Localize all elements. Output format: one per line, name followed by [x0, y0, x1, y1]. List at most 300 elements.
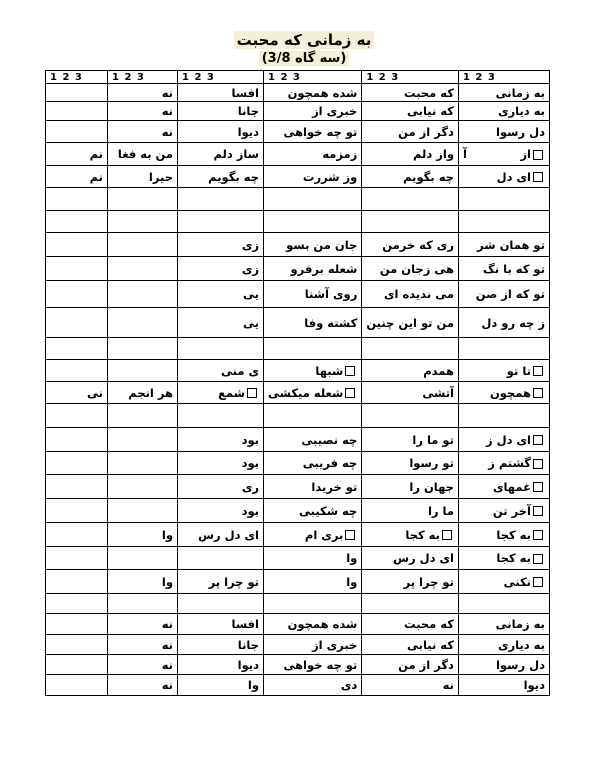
lyric-cell — [362, 188, 459, 211]
lyric-row — [46, 655, 550, 675]
checkbox-mark-icon — [345, 366, 355, 376]
lyric-row — [46, 614, 550, 635]
lyric-cell — [108, 308, 178, 338]
lyric-cell-content — [463, 456, 545, 470]
lyric-text: تو رسوا — [409, 456, 454, 470]
lyric-cell — [178, 308, 264, 338]
lyric-text-group — [488, 456, 545, 470]
lyric-cell-content — [182, 678, 259, 692]
lyric-cell — [458, 523, 549, 547]
lyric-cell-content — [112, 104, 173, 118]
lyric-cell — [46, 523, 108, 547]
lyric-row — [46, 143, 550, 166]
lyric-text-group — [288, 86, 358, 100]
lyric-text-group — [486, 433, 545, 447]
lyric-text-group — [496, 658, 545, 672]
lyric-text-group — [412, 433, 454, 447]
lyric-cell-content — [366, 638, 454, 652]
lyric-cell-content — [268, 528, 357, 542]
lyric-cell — [46, 84, 108, 102]
lyric-cell — [46, 655, 108, 675]
lyric-text-group — [341, 678, 357, 692]
lyric-cell — [46, 233, 108, 257]
lyric-cell — [178, 614, 264, 635]
lyric-text: که نیابی — [407, 637, 454, 652]
lyric-cell — [108, 211, 178, 233]
lyric-cell — [362, 594, 459, 614]
lyric-cell-content — [366, 262, 454, 276]
lyric-text: دیوا — [237, 657, 259, 672]
lyric-cell-content — [366, 364, 454, 378]
lyric-text-group — [404, 617, 454, 631]
lyric-text: نه — [161, 85, 173, 100]
lyric-cell — [46, 452, 108, 475]
lyric-cell-content — [366, 147, 454, 161]
lyric-cell — [458, 655, 549, 675]
lyric-text-group — [409, 456, 454, 470]
lyric-row — [46, 570, 550, 594]
checkbox-mark-icon — [533, 366, 543, 376]
lyric-text-group — [346, 575, 357, 589]
lyric-cell-content — [268, 262, 357, 276]
lyric-text: چه نصیبی — [301, 432, 358, 447]
lyric-cell — [178, 655, 264, 675]
lyric-cell — [108, 499, 178, 523]
lyric-cell — [458, 143, 549, 166]
lyric-text: آخر تن — [492, 503, 531, 518]
lyric-cell — [46, 188, 108, 211]
lyric-cell — [108, 121, 178, 143]
lyric-cell — [46, 547, 108, 570]
column-header-cell: 1 2 3 — [46, 71, 108, 84]
lyric-cell-content — [366, 170, 454, 184]
lyric-text-group — [162, 125, 173, 139]
lyric-cell-content — [366, 456, 454, 470]
lyric-cell-content — [182, 638, 259, 652]
lyric-cell — [178, 635, 264, 655]
lyric-cell-content — [463, 386, 545, 400]
lyric-text-group — [232, 617, 260, 631]
lyric-text-group — [498, 104, 545, 118]
lyric-text-group — [496, 551, 545, 565]
lyric-cell — [362, 428, 459, 452]
lyric-cell-content — [463, 287, 545, 301]
lyric-text-group — [312, 638, 357, 652]
lyric-text-group — [497, 170, 545, 184]
lyric-text-group — [303, 170, 357, 184]
lyric-text: یی — [243, 287, 259, 301]
lyric-text-group — [243, 316, 259, 330]
lyric-text-group — [493, 504, 545, 518]
lyric-text: گشتم ز — [488, 456, 531, 470]
lyric-text: چه شکیبی — [299, 503, 358, 518]
lyric-text: وز شررت — [302, 169, 358, 184]
lyric-cell — [46, 499, 108, 523]
lyric-text-group — [162, 658, 173, 672]
checkbox-mark-icon — [533, 435, 543, 445]
lyric-cell-content — [50, 147, 103, 161]
lyric-text-group — [496, 617, 545, 631]
lyric-cell — [458, 547, 549, 570]
lyric-cell — [458, 499, 549, 523]
lyric-cell — [458, 382, 549, 404]
lyric-cell — [264, 257, 362, 281]
lyric-cell-content — [463, 678, 545, 692]
lyric-cell — [264, 102, 362, 121]
lyric-cell — [264, 166, 362, 188]
lyric-cell — [178, 338, 264, 360]
lyric-cell — [46, 281, 108, 308]
lyric-cell — [108, 655, 178, 675]
lyric-cell — [362, 360, 459, 382]
lyric-cell-content — [182, 480, 259, 494]
lyric-row — [46, 102, 550, 121]
lyric-cell — [458, 594, 549, 614]
lyric-text: تو خریدا — [311, 479, 358, 494]
lyric-cell — [178, 211, 264, 233]
lyric-text: زمزمه — [322, 147, 358, 161]
lyric-text-group — [498, 638, 545, 652]
lyric-cell-content — [182, 575, 259, 589]
lyric-cell-content — [268, 678, 357, 692]
lyric-cell — [178, 675, 264, 696]
lyric-cell — [108, 382, 178, 404]
lyric-cell — [178, 143, 264, 166]
lyric-text-group — [242, 262, 259, 276]
lyric-cell-content — [112, 575, 173, 589]
lyric-text-group — [238, 638, 259, 652]
lyric-cell-content — [182, 316, 259, 330]
lyric-text-group — [162, 104, 173, 118]
lyric-text: ای دل ز — [485, 432, 531, 447]
lyric-text-group — [242, 480, 259, 494]
lyric-cell-content — [112, 678, 173, 692]
lyric-text: وا — [346, 574, 358, 589]
lyric-text: آتشی — [422, 385, 454, 400]
lyric-text-group — [242, 456, 259, 470]
lyric-text: ی منی — [221, 363, 259, 378]
column-header-row — [46, 71, 550, 84]
lyric-cell-content — [182, 238, 259, 252]
lyric-cell-content — [268, 147, 357, 161]
lyric-text: نه — [161, 104, 173, 118]
lyric-cell — [362, 547, 459, 570]
lyric-cell-content — [463, 238, 545, 252]
lyric-text: شعله برفرو — [290, 261, 358, 276]
lyric-text: نه — [161, 617, 173, 631]
lyric-cell — [108, 360, 178, 382]
lyric-cell — [178, 257, 264, 281]
lyric-text: نم — [89, 147, 103, 161]
lyric-text-group — [90, 170, 103, 184]
lyric-cell-content — [366, 551, 454, 565]
song-title — [0, 31, 608, 49]
lyric-cell-content — [268, 480, 357, 494]
lyric-text-group — [405, 528, 454, 542]
lyric-cell — [264, 475, 362, 499]
lyric-text: ری که خرمن — [382, 237, 454, 252]
lyric-cell — [108, 166, 178, 188]
song-subtitle-text: (سه گاه 3/8) — [259, 51, 350, 66]
lyric-cell — [108, 570, 178, 594]
song-subtitle — [0, 51, 608, 67]
lyric-cell — [46, 102, 108, 121]
lyric-cell — [264, 614, 362, 635]
lyric-cell — [264, 211, 362, 233]
lyric-cell — [264, 428, 362, 452]
column-header-cell: 1 2 3 — [264, 71, 362, 84]
checkbox-mark-icon — [345, 530, 355, 540]
lyric-text: من تو این چنین — [366, 315, 454, 330]
lyric-cell — [362, 308, 459, 338]
lyric-text: زی — [241, 237, 259, 252]
lyric-cell — [46, 121, 108, 143]
lyric-text-group — [305, 528, 357, 542]
lyric-text: دل رسوا — [496, 124, 545, 139]
lyric-text-group — [238, 104, 259, 118]
lyric-text: می ندیده ای — [384, 287, 454, 301]
lyric-cell-content — [268, 456, 357, 470]
lyric-text-group — [476, 287, 545, 301]
lyric-cell — [362, 338, 459, 360]
lyric-cell — [264, 594, 362, 614]
lyric-cell-content — [463, 104, 545, 118]
lyric-row — [46, 675, 550, 696]
lyric-cell-content — [50, 386, 103, 400]
lyric-cell-content — [182, 287, 259, 301]
lyric-cell — [178, 570, 264, 594]
lyric-cell — [46, 635, 108, 655]
lyric-text: تو چرا پر — [403, 574, 454, 589]
lyric-cell-content — [268, 575, 357, 589]
lyric-text-group — [443, 678, 454, 692]
lyric-text: تو که با نگ — [483, 261, 545, 276]
lyric-cell — [362, 102, 459, 121]
lyric-cell-content — [463, 617, 545, 631]
lyric-text-group — [162, 86, 173, 100]
lyric-cell-content — [366, 617, 454, 631]
lyric-cell — [362, 121, 459, 143]
song-title-text: به زمانی که محبت — [234, 31, 375, 49]
lyric-cell-content — [268, 125, 357, 139]
lyric-cell-content — [366, 287, 454, 301]
lyric-cell — [362, 499, 459, 523]
lyric-cell — [458, 360, 549, 382]
column-header-cell: 1 2 3 — [362, 71, 459, 84]
lyric-cell — [264, 635, 362, 655]
lyric-cell — [108, 102, 178, 121]
lyric-text-group — [198, 528, 259, 542]
lyric-text: شمع — [218, 385, 245, 400]
lyric-text-group — [242, 238, 259, 252]
lyric-cell — [264, 308, 362, 338]
lyric-cell — [178, 233, 264, 257]
lyric-cell — [362, 143, 459, 166]
lyric-cell — [458, 338, 549, 360]
lyric-cell — [108, 84, 178, 102]
lyric-cell — [458, 281, 549, 308]
lyric-text-group — [221, 364, 259, 378]
lyric-cell — [108, 233, 178, 257]
lyric-cell-content — [366, 86, 454, 100]
lyric-cell — [178, 102, 264, 121]
checkbox-mark-icon — [533, 482, 543, 492]
lyric-cell-content — [268, 504, 357, 518]
lyric-cell — [178, 166, 264, 188]
lyric-text-group — [404, 86, 454, 100]
lyric-cell — [46, 360, 108, 382]
lyric-cell-content — [463, 658, 545, 672]
lyric-row — [46, 382, 550, 404]
lyric-text-group — [218, 386, 259, 400]
lyric-text-group — [384, 287, 454, 301]
lyric-row — [46, 211, 550, 233]
lyric-cell — [46, 614, 108, 635]
lyric-text-group — [382, 238, 454, 252]
lyric-cell — [108, 475, 178, 499]
lyric-row — [46, 281, 550, 308]
lyric-cell — [264, 338, 362, 360]
lyric-cell — [362, 84, 459, 102]
lyric-cell — [264, 452, 362, 475]
lyric-text-group — [162, 575, 173, 589]
lyric-text: دی — [340, 678, 358, 692]
lyric-text: تو که از صن — [475, 287, 545, 301]
lyric-cell-content — [112, 638, 173, 652]
lyric-text-group — [423, 364, 454, 378]
lyric-text-group — [507, 364, 545, 378]
lyric-text: هی زجان من — [379, 261, 454, 276]
lyric-text-group — [283, 658, 357, 672]
lyric-cell-content — [268, 364, 357, 378]
lyric-cell-content — [182, 147, 259, 161]
lyric-text-group — [87, 386, 103, 400]
lyric-cell — [108, 675, 178, 696]
lyric-row — [46, 635, 550, 655]
lyric-cell-content — [112, 386, 173, 400]
lyric-cell — [264, 499, 362, 523]
lyric-text-group — [403, 170, 454, 184]
lyric-text-group — [162, 617, 173, 631]
lyric-text: جانا — [237, 637, 259, 652]
checkbox-mark-icon — [533, 530, 543, 540]
lyric-text: ای دل رس — [198, 527, 259, 542]
lyric-cell — [264, 570, 362, 594]
lyric-row — [46, 257, 550, 281]
lyric-cell — [458, 675, 549, 696]
lyric-cell — [178, 428, 264, 452]
lyric-cell-content — [268, 170, 357, 184]
checkbox-mark-icon — [533, 577, 543, 587]
lyric-cell — [178, 475, 264, 499]
lyric-text-group — [490, 386, 545, 400]
lyric-cell — [108, 257, 178, 281]
lyric-cell — [362, 281, 459, 308]
lyric-cell-content — [268, 433, 357, 447]
lyric-cell — [46, 594, 108, 614]
lyric-row — [46, 404, 550, 428]
lyric-text: ما را — [427, 503, 454, 518]
lyric-text: به دیاری — [497, 637, 545, 652]
lyric-cell-content — [112, 147, 173, 161]
lyric-text-group — [393, 551, 454, 565]
lyric-cell-content — [366, 658, 454, 672]
lyric-text-group — [304, 316, 357, 330]
lyric-cell — [178, 404, 264, 428]
lyric-cell — [362, 257, 459, 281]
lyric-text-group — [496, 528, 545, 542]
lyric-cell — [362, 404, 459, 428]
lyric-text: تو همان شر — [477, 237, 545, 252]
lyric-cell — [178, 281, 264, 308]
lyric-text: شده همچون — [287, 617, 358, 631]
lyric-text-group — [162, 678, 173, 692]
document-header — [0, 0, 608, 72]
lyric-cell — [108, 143, 178, 166]
lyric-text-group — [149, 170, 173, 184]
column-header-cell: 1 2 3 — [108, 71, 178, 84]
lyric-row — [46, 452, 550, 475]
lyric-text-group — [315, 364, 357, 378]
lyric-text-group — [312, 104, 357, 118]
lyric-cell — [362, 570, 459, 594]
lyric-cell — [362, 523, 459, 547]
lyric-row — [46, 475, 550, 499]
lyric-text: از — [520, 147, 531, 161]
lyric-row — [46, 188, 550, 211]
lyric-text-group — [288, 617, 358, 631]
lyric-text: چه فریبی — [302, 456, 358, 470]
lyric-cell-content — [112, 658, 173, 672]
lyric-cell-content — [112, 170, 173, 184]
lyric-cell — [264, 655, 362, 675]
lyric-text: واز دلم — [413, 147, 454, 161]
lyric-cell — [362, 475, 459, 499]
lyric-cell — [458, 211, 549, 233]
lyric-cell-content — [366, 528, 454, 542]
lyric-cell — [362, 382, 459, 404]
lyric-cell — [178, 452, 264, 475]
lyric-cell — [46, 475, 108, 499]
lyric-cell — [46, 211, 108, 233]
lyric-text: بود — [241, 503, 259, 518]
lyric-cell-content — [463, 125, 545, 139]
lyric-text-group — [303, 456, 358, 470]
lyric-text: دگر از من — [398, 657, 454, 672]
lyric-cell-content — [268, 551, 357, 565]
checkbox-mark-icon — [533, 150, 543, 160]
lyric-cell-content — [366, 504, 454, 518]
lyric-cell — [108, 428, 178, 452]
lyric-cell-content — [112, 125, 173, 139]
lyric-cell — [264, 121, 362, 143]
lyric-text-group — [422, 386, 454, 400]
lyric-row — [46, 428, 550, 452]
lyric-text-group — [380, 262, 454, 276]
lyric-row — [46, 233, 550, 257]
lyric-text: ز چه رو دل — [481, 315, 545, 330]
lyric-text: همدم — [423, 363, 454, 378]
lyric-cell — [458, 166, 549, 188]
lyric-cell — [264, 547, 362, 570]
lyric-text-group — [496, 86, 545, 100]
checkbox-mark-icon — [345, 388, 355, 398]
checkbox-mark-icon — [533, 459, 543, 469]
lyric-text: تو چه خواهی — [283, 657, 358, 672]
lyric-text-group — [128, 386, 173, 400]
lyric-text-group — [404, 575, 454, 589]
lyric-text: که نیابی — [407, 104, 454, 118]
